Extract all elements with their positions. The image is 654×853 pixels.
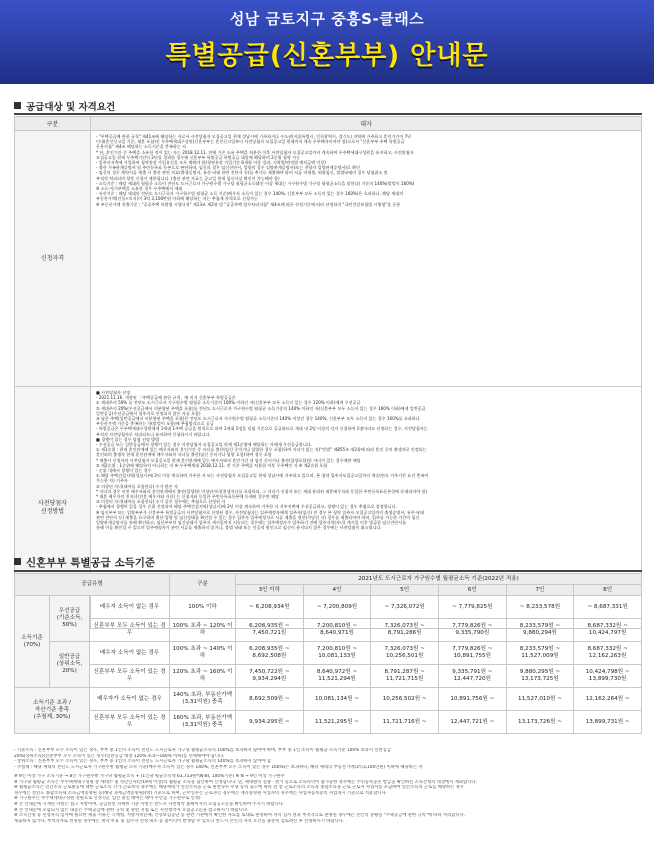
income-standard-header: 2021년도 도시근로자 가구원수별 월평균소득 기준(2022년 적용): [236, 574, 642, 585]
col-supply-type-header: 공급유형: [15, 574, 170, 596]
income-cell: 10,081,134원 ~: [303, 688, 371, 711]
selection-label-line2: 선정방법: [40, 507, 65, 515]
label-income: [15, 596, 50, 688]
income-cell: 13,173,726원 ~: [506, 711, 574, 734]
table-row: [15, 665, 642, 688]
text-line: 관련 진단서 등) 제출을 요구하며 출산·입양 및 임신상태를 확인할 수 있는 경우 입주자 입주예정자로 서류 제출을 정한(가당선 거) 경우를 제출되어야 하며, 입주를 가능한 기간이 임신: [96, 514, 420, 520]
label-general: [50, 642, 90, 688]
text-line: ② 제2순위 : 1순위에 해당하지 아니하는 자 ※ 무주택세대 2018.12.11. 전 기존 주택을 처분한 이후 무주택인 자 ※ 제2순위 포함: [96, 462, 328, 468]
text-line: 부적격 처리되며 향후 신청이 제한됩니다. (출산 관련 자료는 공고일 현재 임신사실 확인이 가능해야 함): [96, 175, 280, 181]
income-cell: 8,640,972원 ~ 11,521,294원: [303, 665, 371, 688]
text-line: ① 세대주의 50% 를 전년도 도시근로자 가구원수별 월평균 소득기준의 100% 이하인 자(신혼부부 모두 소득이 있는 경우 120% 이하)에게 우선공급: [96, 400, 361, 406]
text-line: - 상위소득 : 신혼부부 모두 소득이 있는 경우, 부부 중 1인의 소득이 전년도 도시근로자 가구당 월평균소득의 140%를 초과하지 않아야 함: [14, 759, 272, 765]
text-line: - 순위 내에서 경쟁이 있는 경우: [96, 468, 152, 474]
text-line: ■ 경쟁이 있는 경우 당첨 선정 방법: [96, 436, 160, 442]
row-category: 배우자 소득이 없는 경우: [90, 596, 170, 619]
income-cell: 8,687,332원 ~ 12,162,263원: [574, 642, 642, 665]
text-line: ※ 가구원수는 무주택세대구성원 전원으로 산정 (단, 임신 중인 태아는 태아 수만큼 가구원수로 인정): [14, 796, 201, 802]
col-target-header: 대자: [91, 117, 642, 131]
header-title-top: 성남 금토지구 중흥S-클래스: [229, 10, 425, 28]
row-category: 배우자 소득이 없는 경우: [90, 642, 170, 665]
text-line: 혼인외의 출생자 현재 혼인관계에 배우자와의 자녀를 출산(임신 중이거나 입양 포함)하여 경우 포함: [96, 452, 272, 458]
table-row: [15, 711, 642, 734]
income-cell: ~ 8,233,578원: [506, 596, 574, 619]
income-cell: 7,326,073원 ~ 8,791,286원: [371, 619, 439, 642]
row-percent: 100% 초과 ~ 120% 이하: [170, 619, 236, 642]
income-cell: 7,200,810원 ~ 10,081,133원: [303, 642, 371, 665]
income-cell: 12,447,721원 ~: [438, 711, 506, 734]
text-line: - 특별공급은 무주택세대구성원에게 1세대 1주택 공급을 원칙으로 하며 1세대 1명을 당첨 기준으로 공급하므로 세대 내 2명 이상의 각자 신청하여 1명이라도 선정되는 경우, 사전당첨자는: [96, 426, 428, 432]
label-lottery-line3: (추첨제, 30%): [33, 714, 71, 720]
income-cell: 13,899,731원 ~: [574, 711, 642, 734]
text-line: - 추첨에서 경쟁이 있을 경우 순위 선정되어 해당 주택건설지역(성남시)에 2년 이상 계속하여 거주한 자 거주지변에 우선공급하고, 경쟁이 있는 경우 추첨으로 결정합니다.: [96, 504, 397, 510]
income-cell: ~ 8,687,331원: [574, 596, 642, 619]
text-line: 입양관계증명서를 통해 확인하고, 임신부부의 임신상태가 입주자 계시일까지 지속되는 경우에는 입주예정자가 입주하기 전에 입주자격(자녀) 계시일 이후 발급한 임신진단서를: [96, 520, 407, 526]
income-cell: 7,326,073원 ~ 10,256,501원: [371, 642, 439, 665]
text-line: 20%(상위소득)(신혼부부 모두 소득이 있는 경우)일반공급 대상 120%·초과~160% 이하)를 선택해야야 합니다.: [14, 753, 225, 759]
text-line: ※ 본 안내문에 기재된 사항은 참고 사항이며, 공급관련 자세한 기준 사항은 반드시 사전청약 홈페이지의 모집공고문을 확인하여 주시기 바랍니다.: [14, 801, 285, 807]
household-7: 7인: [506, 585, 574, 596]
text-line: * 재혼 배우자의 친자녀(전혼 배우자와 자녀) 는 신청자와 동일한 주민등록표등본에 등재된 경우만 해당: [96, 494, 279, 500]
row-label-eligibility: 신청자격: [15, 131, 91, 387]
col-category2-header: 구분: [170, 574, 236, 596]
label-general-text: 일반공급: [58, 654, 81, 660]
text-line: ■ 사전당첨자 선정: [96, 390, 131, 395]
income-cell: 11,721,716원 ~: [371, 711, 439, 734]
text-line: 부동산가액 기준을 충족하는 자(맞벌이 포함)에 추첨방식으로 공급: [96, 421, 214, 427]
eligibility-table: [14, 116, 642, 629]
household-5: 5인: [371, 585, 439, 596]
text-line: 가능한 자) 거주자: [96, 478, 128, 484]
income-cell: 10,424,798원 ~ 13,899,730원: [574, 665, 642, 688]
text-line: - 입주자저축에 가입하여 청약통장 가입요건을 모두 채워야 함(청약통장 가입기간 6개월 이상 경과, 지역별/면적별 예치금액 이상): [96, 160, 326, 166]
eligibility-content: [91, 131, 642, 387]
text-line: - 우선공급 또는 일반공급에서 경쟁이 있는 경우 사전당첨자 모집공고일 현재 제1순위에 해당하는 자에게 우선공급합니다.: [96, 442, 313, 448]
text-line: ① 해당 주택건설지역(성남시)에 2년 이상 계속하여 거주한 자 또는 사전당첨자 모집공고일 현재 성남시에 거주하고 있으며, 본 청약 입주자모집공고일까지 계속(연속 거주기간 요건 충족이: [96, 473, 429, 479]
income-cell: 12,162,264원 ~: [574, 688, 642, 711]
text-line: - 기준소득 : 신혼부부 모두 소득이 있는 경우, 부부 중 1인의 소득이 전년도 도시근로자 가구당 월평균소득의 100%를 초과하지 않아야 하며, 부부 중 1인 소득이 월평균 소득기준 100% 초과시 일반공급: [14, 748, 392, 753]
income-cell: 6,208,935원 ~ 7,450,721원: [236, 619, 304, 642]
income-table: [14, 573, 642, 734]
square-bullet-icon: [14, 102, 21, 109]
text-line: - 2021.11.16. 개정된 「주택공급에 관한 규칙」에 의거 신혼부부 특별공급은: [96, 395, 236, 401]
text-line: 부적격 사전당첨자로 처리되오니 유의하여 신청하시기 바랍니다.: [96, 431, 211, 437]
income-cell: ~ 7,326,072원: [371, 596, 439, 619]
income-cell: 10,891,756원 ~: [438, 688, 506, 711]
income-cell: 7,779,826원 ~ 10,891,755원: [438, 642, 506, 665]
household-8: 8인: [574, 585, 642, 596]
text-line: 이내(혼인신고일 기준, 재혼 포함)인 무주택세대구성원(신혼부부는 혼인신고일부터 사전당첨자 모집공고일 현재까지 계속 무주택자이어야 함)으로서 "신혼부부 주택 특별공급: [96, 139, 405, 145]
text-line: ① 제1순위 : 현재 혼인관계에 있는 배우자와의 혼인기간 중 자녀를 출산(임신 중이거나 입양한 경우 포함)하여 자녀가 있는 자("민법" 제855조 제2항에 따라 혼인 중의 출생자로 인정되는: [96, 447, 427, 453]
section1-title: [14, 99, 115, 113]
text-line: - 추첨제 : 해당 세대의 전년도 도시근로자 가구원수별 월평균 소득 기준(배우자 소득이 있는 경우 140%, 신혼부부 모두 소득이 있는 경우 160%)은 초과하나, 해당 세대의 부동산가액(3억3,100만원) 이하에 해당하는 자: [14, 764, 423, 770]
income-cell: 11,527,010원 ~: [506, 688, 574, 711]
household-6: 6인: [438, 585, 506, 596]
income-cell: 8,692,509원 ~: [236, 688, 304, 711]
text-line: ※ 임신부부 또는 입양부부가 신혼부부 특별공급의 사전당첨자로 선정된 경우, 사전당첨자는 입주예정자에게 입주자(임신) 전 경우 본 청약 입주자 모집공고일까지 출생증명서, 유산·낙태: [96, 509, 424, 515]
section1-divider: [14, 113, 642, 115]
section2-title-text: 신혼부부 특별공급 소득기준: [26, 557, 156, 569]
income-cell: 9,934,295원 ~: [236, 711, 304, 734]
household-3: 3인 이하: [236, 585, 304, 596]
label-priority-pct: (기준소득, 50%): [56, 615, 83, 628]
text-line: ※ 9인 이상 가구 소득기준 → 8인 가구원수별 가구당 월평균소득 + (1인당 평균소득액 63,753원*(N-8), 100%기준) ※ N → 9인 이상 가구원수: [14, 774, 285, 779]
label-general-pct: (상위소득, 20%): [56, 661, 83, 674]
income-notes: [14, 748, 642, 770]
section1-title-text: 공급대상 및 자격요건: [26, 102, 116, 113]
table-row: [15, 688, 642, 711]
table-row: [15, 596, 642, 619]
row-percent: 140% 초과, 부동산가액(3,31억원) 충족: [170, 688, 236, 711]
row-percent: 100% 이하: [170, 596, 236, 619]
income-cell: 7,450,722원 ~ 9,934,294원: [236, 665, 304, 688]
label-priority: [50, 596, 90, 642]
label-income-text: 소득기준: [21, 634, 43, 641]
text-line: ③ 남은 주택(일반공급에서 미분양된 주택을 포함)은 전년도 도시근로자 가구원수별 월평균 소득기준의 140% 이상인 경우 140%, 신혼부부 모두 소득이 있는 경우 160%를 초과하나: [96, 416, 420, 422]
row-percent: 160% 초과, 부동산가액(3,31억원) 충족: [170, 711, 236, 734]
selection-label-line1: 사전당첨자: [38, 499, 67, 507]
text-line: - 임신의 경우 계약서류 제출 시 출산 관련 자료(출생증명서, 유산·낙태 관련 진단서 등)를 추가로 제출해야 하며 서류 미제출, 허위임신, 불법낙태의 경우 당첨취소 및: [96, 170, 388, 176]
text-line: 제출하지 않거나, 부적격자로 결정된 경우에는 계약 무효 및 입주자 선정 취소 등 불이익이 발생할 수 있으니 반드시 본인의 자격 요건을 충분히 검토하신 후 신청하시기 바랍니다.: [14, 818, 345, 824]
text-line: ※ 소득산정 등 신청자격 심사에 필요한 제출 서류는 국세청, 지방자치단체, 건강보험공단 등 관련 기관에서 확인한 자료를 토대로 판정하며 자격 심사 결과 부적격으로 판명된 경우에는 본인의 상황을 "주택공급에 관한 규칙"에 따라 처리합니다.: [14, 813, 466, 819]
row-percent: 100% 초과 ~ 140% 이하: [170, 642, 236, 665]
col-category-header: 구분: [15, 117, 91, 131]
label-lottery-line1: 소득기준 초과 /: [33, 700, 71, 706]
table-row: [15, 642, 642, 665]
text-line: ※ 부동산가액 산출기준 : "공공주택 특별법 시행규칙" 제13조 제2항 및 "공공주택 업무처리지침" 제4조에 따른 산정기준에 따라 산정되며 "국민건강보험법 시행령"을 준용: [96, 201, 401, 207]
label-lottery: [15, 688, 90, 734]
row-percent: 120% 초과 ~ 160% 이하: [170, 665, 236, 688]
income-cell: 11,521,295원 ~: [303, 711, 371, 734]
income-cell: ~ 7,200,809원: [303, 596, 371, 619]
text-line: * 자녀의 경우 이전 배우자와의 혼인관계에서 출산(입양)한 미성년자녀(친생자녀를 포함하되, 그 자녀가 신청자 또는 세대 분리된 재혼배우자와 동일한 주민등록표등본상에 등재되어야 함): [96, 488, 428, 494]
income-cell: 8,233,579원 ~ 9,880,294원: [506, 619, 574, 642]
text-line: ※ 월평균소득은 연간소득 근로활동에 대한 근로소득 각가 근로자의 경우에는 해당세대가 연간소득을 근로 원천징수 수당 등의 출고에 따라 전 총 근로소득의 소득과 종합소득을 근로 근로자 사업자를 포함하여 연간소득의 근로를 해당하는 경우: [14, 785, 464, 791]
row-category: 신혼부부 모두 소득이 있는 경우: [90, 711, 170, 734]
text-line: - 자산기준 : 해당 세대의 전년도 도시근로자 가구원수별 월평균 소득 기준(배우자 소득이 있는 경우 140%, 신혼부부 모두 소득이 있는 경우 160%)은 초과하나, 해당 세대의: [96, 191, 404, 197]
income-cell: 7,779,826원 ~ 9,335,790원: [438, 619, 506, 642]
row-category: 신혼부부 모두 소득이 있는 경우: [90, 665, 170, 688]
text-line: 통해 이를 확인할 수 있으며 입주예정자가 관련 서류를 제출하지 않거나, 불법 낙태 또는 인공적 원인으로 임신이 유지되지 않은 경우에는 사전당첨이 취소됩니다.: [96, 525, 382, 531]
text-line: 부동산가액(건물+토지)이 3억 3,100만원 이하에 해당하는 자는 추첨제 자격으로 신청가능: [96, 196, 258, 202]
label-priority-text: 우선공급: [58, 608, 81, 614]
header-banner: [0, 0, 654, 84]
text-line: ※ 본 안내문에 포함되지 않은 내용은 주택공급에 관한 규칙 및 관련 지침 또는 사전청약자 모집공고문을 참고하시기 바랍니다.: [14, 807, 249, 813]
text-line: ※ 소득·자기주택을 소유한 경우 무주택에서 제외: [96, 186, 183, 192]
income-cell: 10,256,502원 ~: [371, 688, 439, 711]
income-cell: 9,880,295원 ~ 13,173,725원: [506, 665, 574, 688]
square-bullet-icon: [14, 558, 21, 565]
section2-title: [14, 555, 155, 570]
text-line: 경우에는 전년도 종합소득세 소득금액증명원 등(해당 과세금액증명원)(방) 기준으로 하며, 근무일수는 근로자인 경우에는 재직증명원 사업자의 경우에는 사업자등록증의 사업개시 기준으로 적용합니다.: [14, 790, 388, 796]
text-line: ② 미성년 자녀(태아를 포함한다) 수가 많은 자: [96, 483, 178, 489]
household-4: 4인: [303, 585, 371, 596]
row-category: 배우자가 소득이 없는 경우: [90, 688, 170, 711]
income-cell: ~ 7,779,825원: [438, 596, 506, 619]
income-cell: 8,687,332원 ~ 10,424,797원: [574, 619, 642, 642]
text-line: - "주택공급에 관한 규칙" 제41조에 해당하는 자로서 사전당첨자 모집공고일 현재 성남시에 거주하거나 수도권(서울특별시, 인천광역시, 경기도) 지역에 거주하고 혼인기간이 7년: [96, 134, 412, 139]
section2-divider: [14, 570, 642, 572]
income-cell: ~ 6,208,934원: [236, 596, 304, 619]
row-category: 신혼부부 모두 소득이 있는 경우: [90, 619, 170, 642]
text-line: 운용지침" 제4조 해당하는 소득기준을 충족하는 자: [96, 144, 187, 150]
text-line: * 제출시 신청자의 사전당첨자 모집공고일 현재 혼인관계에 있는 배우자와의 혼인기간 내 임신 중이거나 출산(입양포함)한 자녀가 있는 경우에만 해당: [96, 457, 361, 463]
header-title-main: 특별공급(신혼부부) 안내문: [165, 41, 489, 71]
label-lottery-line2: 자산기준 충족: [34, 707, 70, 713]
text-line: 모집공고일 현재 무주택기간이 2년을 경과한 경우에 신혼부부 특별공급 특별공급 대상에 해당하며 2순위 청약 가능: [96, 154, 301, 160]
text-line: * 단, 혼인기간 중 주택을 소유한 적이 있는 자는 2018.12.11. 전에 기존 소유 주택을 처분한 이후 사전당첨자 모집공고일까지 계속하여 무주택세대구성원을 유지하고, 사전당첨자: [96, 149, 414, 155]
text-line: ※ 가구당 월평균 소득은 무주택세대구성원 총 세대주 및 성년인자(만19세 이상)의 월평균 소득을 합산하여 산정합니다. 단, 세대원의 실종 · 별거 등으로 소득파악이 불가능한 경우에는 주민등록등본 발급을 확인하신 소득산정의 대상에서 제외합니다.: [14, 779, 477, 785]
label-income-pct: (70%): [23, 641, 41, 648]
footnotes: [14, 774, 642, 824]
text-line: - 소득기준 : 해당 세대의 월평균 소득이 전년도 도시근로자 가구원수별 가구당 월평균소득(4인 이상 세대는 가구원수별 가구당 월평균소득을 말한다) 기준의 140%(맞벌이 160%): [96, 180, 415, 186]
text-line: ③ 미성년 자녀(태아를 포함한다) 수가 같은 경우에는 추첨으로 선정된 자: [96, 499, 226, 505]
income-cell: 9,335,791원 ~ 12,447,720원: [438, 665, 506, 688]
income-cell: 6,208,935원 ~ 8,692,508원: [236, 642, 304, 665]
income-cell: 8,791,287원 ~ 11,721,715원: [371, 665, 439, 688]
income-cell: 8,233,579원 ~ 11,527,009원: [506, 642, 574, 665]
table-row: [15, 619, 642, 642]
text-line: - 출산 가족관계증명서 및 주민등록표 등본으로 판단하며, 임신의 경우 임신진단서, 입양의 경우 입양관계증명서(또는 친양자 입양관계증명서)로 확인: [96, 165, 361, 171]
income-cell: 7,200,810원 ~ 8,640,971원: [303, 619, 371, 642]
text-line: 일반공급(우선공급에서 입주자로 선정되지 않은 자를 포함): [96, 410, 201, 416]
text-line: ② 세대주의 20%(우선공급에서 미분양된 주택을 포함)를 전년도 도시근로자 가구원수별 월평균 소득기준의 140% 이하인 자(신혼부부 모두 소득이 있는 경우 160% 이하)에게 일반공급: [96, 405, 426, 411]
